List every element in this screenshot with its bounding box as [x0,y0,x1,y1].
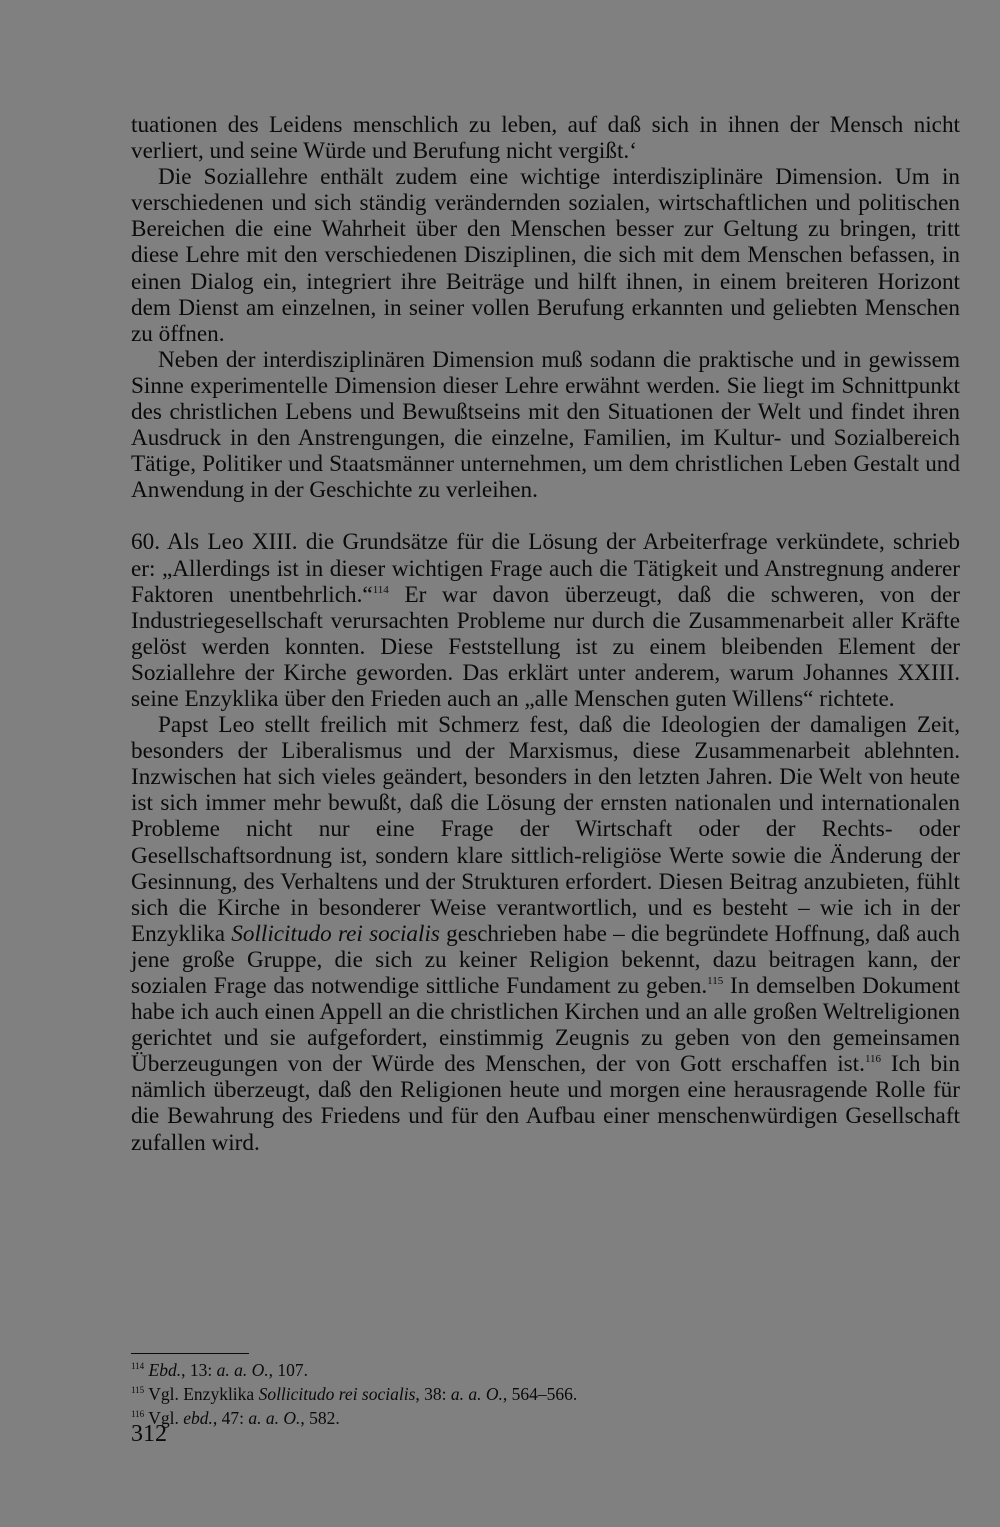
text-run: Ich bin nämlich überzeugt, daß den Religionen heute und morgen eine herausragende Rolle für die Bewahrung des Friedens und für den Aufbau einer menschenwürdigen Gesellschaft zufallen wird. [131,1051,960,1156]
paragraph-1 [131,112,960,164]
text-run: Neben der interdisziplinären Dimension muß sodann die praktische und in gewissem Sinne experimentelle Dimension dieser Lehre erwähnt werden. Sie liegt im Schnittpunkt des christlichen Lebens und Bewußtseins mit den Situationen der Welt und findet ihren Ausdruck in den Anstrengungen, die einzelne, Familien, im Kultur- und Sozialbereich Tätige, Politiker und Staatsmänner unternehmen, um dem christlichen Leben Gestalt und Anwendung in der Geschichte zu verleihen. [131,346,960,504]
footnote-reference: 114 [131,1361,145,1371]
body-text [131,112,960,1156]
italic-text: Ebd. [148,1360,182,1380]
footnote-115 [131,1382,960,1406]
text-run: Er war davon überzeugt, daß die schweren, von der Industriegesellschaft verursachten Probleme nur durch die Zusammenarbeit aller Kräfte gelöst werden konnten. Diese Feststellung ist zu einem bleibenden Element der Soziallehre der Kirche geworden. Das erklärt unter anderem, warum Johannes XXIII. seine Enzyklika über den Frieden auch an „alle Menschen guten Willens“ richtete. [131,581,960,712]
italic-text: a. a. O. [248,1408,301,1428]
italic-text: a. a. O. [216,1360,269,1380]
italic-text: Sollicitudo rei socialis [231,920,440,947]
footnote-reference: 116 [131,1409,145,1419]
italic-text: Sollicitudo rei socialis [258,1384,416,1404]
text-run: tuationen des Leidens menschlich zu leben, auf daß sich in ihnen der Mensch nicht verliert, und seine Würde und Berufung nicht vergißt.‘ [131,112,960,165]
text-run: geschrieben habe – die begründete Hoffnung, daß auch jene große Gruppe, die sich zu keiner Religion bekennt, dazu beitragen kann, der sozialen Frage das notwendige sittliche Fundament zu geben. [131,920,960,999]
text-run: Vgl. Enzyklika [144,1384,259,1404]
paragraph-3 [131,347,960,504]
text-run: , 47: [212,1408,249,1428]
italic-text: a. a. O. [450,1384,503,1404]
paragraph-5 [131,712,960,1156]
footnote-reference: 114 [372,583,389,596]
paragraph-2 [131,164,960,347]
footnote-114 [131,1358,960,1382]
text-run: Papst Leo stellt freilich mit Schmerz fest, daß die Ideologien der damaligen Zeit, besonders der Liberalismus und der Marxismus, diese Zusammenarbeit ablehnten. Inzwischen hat sich vieles geändert, besonders in den letzten Jahren. Die Welt von heute ist sich immer mehr bewußt, daß die Lösung der ernsten nationalen und internationalen Probleme nicht nur eine Frage der Wirtschaft oder der Rechts- oder Gesellschaftsordnung ist, sondern klare sittlich-religiöse Werte sowie die Änderung der Gesinnung, des Verhaltens und der Strukturen erfordert. Diesen Beitrag anzubieten, fühlt sich die Kirche in besonderer Weise verantwortlich, und es besteht – wie ich in der Enzyklika [131,712,960,947]
page-number: 312 [131,1421,167,1447]
footnote-reference: 116 [864,1053,882,1066]
paragraph-4-section-60 [131,529,960,712]
text-run: Vgl. [144,1408,184,1428]
text-run: , 582. [300,1408,340,1428]
footnote-reference: 115 [131,1385,145,1395]
text-run: , 13: [181,1360,217,1380]
footnote-reference: 115 [707,975,724,987]
text-run: , 38: [415,1384,451,1404]
footnotes [131,1358,960,1430]
italic-text: ebd. [183,1408,213,1428]
footnote-116 [131,1406,960,1430]
text-run: Die Soziallehre enthält zudem eine wichtige interdisziplinäre Dimension. Um in verschiedenen und sich ständig verändernden sozialen, wirtschaftlichen und politischen Bereichen die eine Wahrheit über den Menschen besser zur Geltung zu bringen, tritt diese Lehre mit den verschiedenen Disziplinen, die sich mit dem Menschen befassen, in einen Dialog ein, integriert ihre Beiträge und hilft ihnen, in einem breiteren Horizont dem Dienst am einzelnen, in seiner vollen Berufung erkannten und geliebten Menschen zu öffnen. [131,164,960,347]
footnote-separator [131,1353,249,1354]
text-run: In demselben Dokument habe ich auch einen Appell an die christlichen Kirchen und an alle großen Weltreligionen gerichtet und sie aufgefordert, einstimmig Zeugnis zu geben von den gemeinsamen Überzeugungen von der Würde des Menschen, der von Gott erschaffen ist. [131,973,960,1078]
text-run: , 564–566. [502,1384,578,1404]
text-run: 60. Als Leo XIII. die Grundsätze für die Lösung der Arbeiterfrage verkündete, schrieb er: „Allerdings ist in dieser wichtigen Frage auch die Tätigkeit und Anstregnung anderer Faktoren unentbehrlich.“ [131,529,960,608]
text-run: , 107. [268,1360,309,1380]
